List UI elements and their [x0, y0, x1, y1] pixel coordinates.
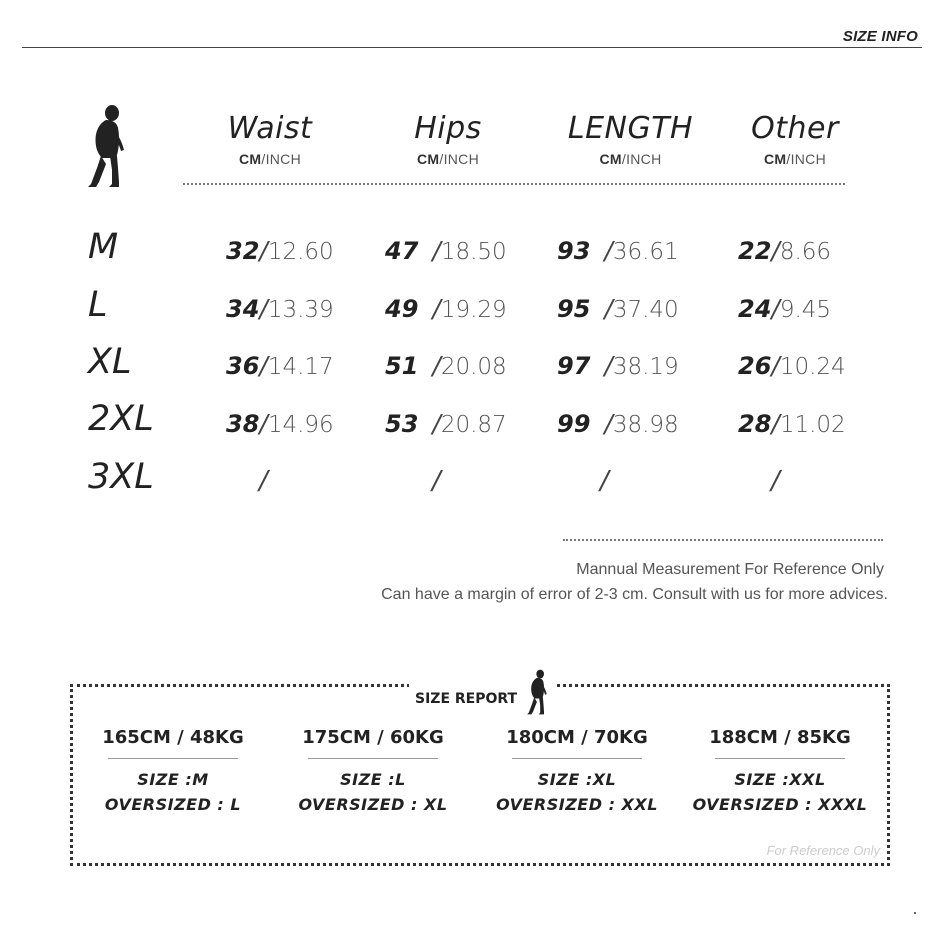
table-cell	[738, 409, 846, 442]
walking-figure-icon	[86, 104, 130, 188]
report-underline	[308, 758, 438, 759]
table-cell	[738, 351, 846, 384]
corner-dot	[914, 912, 916, 914]
table-cell	[226, 236, 334, 269]
column-unit	[368, 151, 528, 167]
cell-cm: 24	[738, 295, 772, 323]
cell-cm: 28	[738, 410, 772, 438]
unit-separator: /	[439, 151, 444, 167]
column-unit	[715, 151, 875, 167]
table-cell	[557, 294, 679, 327]
cell-slash: /	[259, 294, 268, 323]
column-unit	[190, 151, 350, 167]
cell-slash: /	[771, 409, 780, 438]
unit-separator: /	[621, 151, 627, 167]
cell-slash: /	[771, 351, 780, 380]
header-dotted-divider	[183, 183, 845, 185]
column-header-length	[548, 111, 713, 167]
size-report-heading	[409, 668, 556, 720]
cell-slash: /	[432, 236, 441, 265]
report-oversized: OVERSIZED : XL	[298, 795, 448, 814]
report-item	[680, 724, 880, 817]
report-footnote: For Reference Only	[766, 843, 880, 858]
report-size: SIZE :XXL	[734, 770, 826, 789]
table-cell	[226, 409, 334, 442]
page-title: SIZE INFO	[842, 28, 918, 45]
unit-inch: INCH	[265, 151, 301, 167]
cell-inch: 38.19	[612, 354, 679, 380]
unit-inch: INCH	[626, 151, 662, 167]
table-cell	[385, 409, 507, 442]
cell-slash: /	[432, 351, 441, 380]
column-header-other	[715, 111, 875, 167]
column-title: Waist	[227, 111, 313, 146]
table-cell	[738, 236, 831, 269]
cell-inch: 11.02	[779, 412, 846, 438]
size-label-2xl: 2XL	[88, 399, 154, 439]
column-title: LENGTH	[567, 111, 694, 146]
unit-separator: /	[261, 151, 266, 167]
cell-cm: 22	[738, 237, 772, 265]
cell-inch: 19.29	[440, 297, 507, 323]
report-size: SIZE :XL	[537, 770, 617, 789]
notes-dotted-divider	[563, 539, 883, 541]
column-unit	[548, 151, 713, 167]
cell-cm: 49	[385, 295, 419, 323]
cell-cm: 32	[226, 237, 260, 265]
cell-inch: 14.17	[267, 354, 334, 380]
table-cell	[738, 294, 831, 327]
size-label-3xl: 3XL	[88, 457, 154, 497]
report-size: SIZE :M	[137, 770, 209, 789]
cell-slash: /	[259, 351, 268, 380]
report-oversized: OVERSIZED : XXXL	[692, 795, 868, 814]
column-title: Other	[751, 111, 839, 146]
unit-cm: CM	[239, 151, 262, 167]
cell-cm: 99	[557, 410, 591, 438]
cell-slash: /	[604, 351, 613, 380]
unit-inch: INCH	[790, 151, 826, 167]
cell-cm: 97	[557, 352, 591, 380]
cell-cm: 51	[385, 352, 419, 380]
size-report-title: SIZE REPORT	[415, 691, 518, 707]
cell-inch: 36.61	[612, 239, 679, 265]
table-cell	[226, 351, 334, 384]
unit-inch: INCH	[443, 151, 479, 167]
column-header-waist	[190, 111, 350, 167]
size-label-xl: XL	[88, 342, 132, 382]
cell-slash: /	[432, 294, 441, 323]
size-label-l: L	[88, 285, 108, 325]
cell-inch: 20.08	[440, 354, 507, 380]
report-height-weight: 175CM / 60KG	[302, 727, 444, 748]
cell-inch: 37.40	[612, 297, 679, 323]
column-title: Hips	[414, 111, 482, 146]
cell-inch: 12.60	[267, 239, 334, 265]
table-cell	[557, 351, 679, 384]
size-label-m: M	[88, 227, 119, 267]
cell-cm: 95	[557, 295, 591, 323]
unit-separator: /	[786, 151, 791, 167]
report-oversized: OVERSIZED : L	[104, 795, 242, 814]
cell-cm: 47	[385, 237, 419, 265]
table-cell	[385, 351, 507, 384]
cell-inch: 9.45	[779, 297, 832, 323]
column-header-hips	[368, 111, 528, 167]
empty-cell: /	[259, 466, 268, 496]
table-cell	[557, 409, 679, 442]
report-oversized: OVERSIZED : XXL	[496, 795, 658, 814]
margin-note: Can have a margin of error of 2-3 cm. Consult with us for more advices.	[381, 586, 888, 603]
report-underline	[715, 758, 845, 759]
cell-inch: 13.39	[267, 297, 334, 323]
cell-cm: 53	[385, 410, 419, 438]
table-cell	[385, 236, 507, 269]
report-height-weight: 188CM / 85KG	[709, 727, 851, 748]
cell-inch: 8.66	[779, 239, 832, 265]
table-cell	[226, 294, 334, 327]
unit-cm: CM	[599, 151, 622, 167]
cell-slash: /	[771, 294, 780, 323]
cell-slash: /	[771, 236, 780, 265]
table-cell	[385, 294, 507, 327]
cell-inch: 38.98	[612, 412, 679, 438]
cell-inch: 18.50	[440, 239, 507, 265]
report-underline	[512, 758, 642, 759]
cell-slash: /	[604, 409, 613, 438]
cell-slash: /	[604, 236, 613, 265]
unit-cm: CM	[417, 151, 440, 167]
report-height-weight: 165CM / 48KG	[102, 727, 244, 748]
report-size: SIZE :L	[340, 770, 406, 789]
cell-slash: /	[259, 236, 268, 265]
cell-slash: /	[432, 409, 441, 438]
cell-slash: /	[259, 409, 268, 438]
header-divider	[22, 47, 922, 48]
empty-cell: /	[432, 466, 441, 496]
unit-cm: CM	[764, 151, 787, 167]
cell-cm: 34	[226, 295, 260, 323]
cell-cm: 36	[226, 352, 260, 380]
cell-cm: 26	[738, 352, 772, 380]
cell-inch: 20.87	[440, 412, 507, 438]
cell-inch: 14.96	[267, 412, 334, 438]
empty-cell: /	[600, 466, 609, 496]
walking-figure-icon	[526, 668, 550, 720]
report-item	[477, 724, 677, 817]
table-cell	[557, 236, 679, 269]
cell-slash: /	[604, 294, 613, 323]
empty-cell: /	[771, 466, 780, 496]
cell-cm: 38	[226, 410, 260, 438]
cell-inch: 10.24	[779, 354, 846, 380]
reference-note: Mannual Measurement For Reference Only	[576, 561, 884, 578]
report-underline	[108, 758, 238, 759]
report-item	[273, 724, 473, 817]
cell-cm: 93	[557, 237, 591, 265]
report-item	[73, 724, 273, 817]
report-height-weight: 180CM / 70KG	[506, 727, 648, 748]
